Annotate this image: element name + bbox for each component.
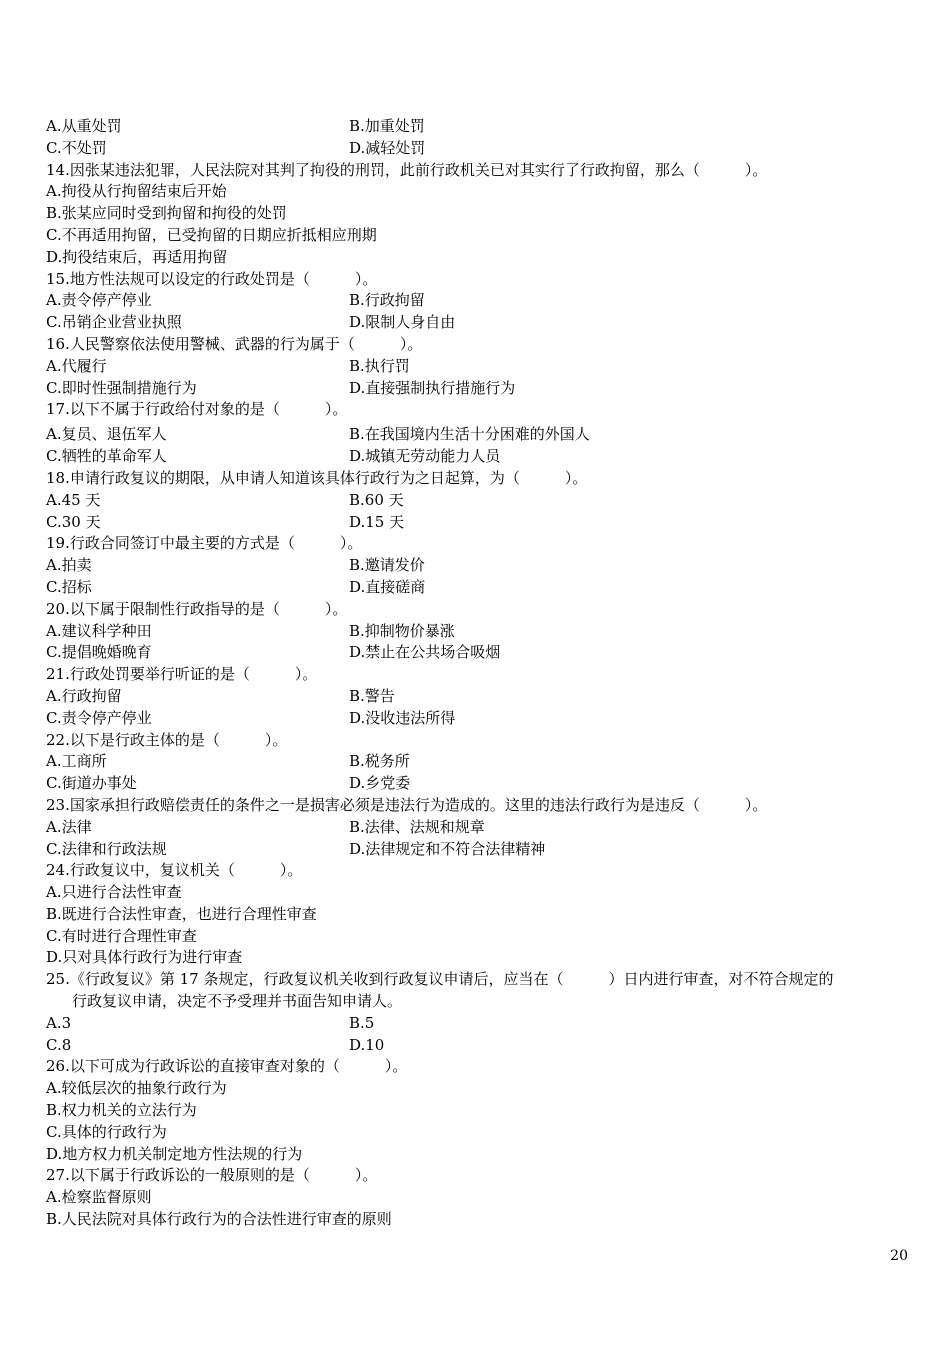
options-row	[46, 312, 916, 334]
options-row	[46, 1035, 916, 1057]
option-b: B.人民法院对具体行政行为的合法性进行审查的原则	[46, 1210, 392, 1229]
option-d: D.没收违法所得	[349, 708, 456, 727]
option-d: D.15 天	[349, 512, 405, 531]
question-25-stem-continued: 行政复议申请，决定不予受理并书面告知申请人。	[72, 992, 403, 1011]
option-c: C.30 天	[46, 512, 101, 531]
question-15-stem: 15.地方性法规可以设定的行政处罚是（ ）。	[46, 269, 378, 288]
question-17-stem: 17.以下不属于行政给付对象的是（ ）。	[46, 400, 348, 419]
option-d: D.直接强制执行措施行为	[349, 378, 516, 397]
question-26-stem: 26.以下可成为行政诉讼的直接审查对象的（ ）。	[46, 1057, 408, 1076]
option-a: A.法律	[46, 817, 92, 836]
option-a: A.复员、退伍军人	[46, 425, 167, 444]
option-a: A.只进行合法性审查	[46, 883, 182, 902]
options-row	[46, 138, 916, 160]
option-a: A.3	[46, 1013, 72, 1032]
question-18-stem: 18.申请行政复议的期限，从申请人知道该具体行政行为之日起算，为（ ）。	[46, 468, 588, 487]
option-a: A.代履行	[46, 356, 107, 375]
options-row	[46, 356, 916, 378]
option-d: D.法律规定和不符合法律精神	[349, 839, 546, 858]
options-row	[46, 1013, 916, 1035]
options-row	[46, 424, 916, 446]
option-a: A.拘役从行拘留结束后开始	[46, 182, 227, 201]
option-a: A.工商所	[46, 752, 107, 771]
option-c: C.街道办事处	[46, 774, 137, 793]
option-c: C.吊销企业营业执照	[46, 313, 182, 332]
question-list	[46, 116, 916, 1231]
options-row	[46, 378, 916, 400]
option-b: B.5	[349, 1013, 375, 1032]
option-c: C.不处罚	[46, 138, 107, 157]
option-a: A.45 天	[46, 490, 101, 509]
option-b: B.警告	[349, 686, 395, 705]
option-c: C.8	[46, 1035, 72, 1054]
option-d: D.限制人身自由	[349, 313, 456, 332]
options-row	[46, 773, 916, 795]
option-d: D.减轻处罚	[349, 138, 426, 157]
option-a: A.行政拘留	[46, 686, 122, 705]
options-row	[46, 577, 916, 599]
option-c: C.牺牲的革命军人	[46, 447, 167, 466]
option-a: A.较低层次的抽象行政行为	[46, 1079, 227, 1098]
option-b: B.在我国境内生活十分困难的外国人	[349, 425, 590, 444]
option-b: B.法律、法规和规章	[349, 817, 485, 836]
option-c: C.招标	[46, 577, 92, 596]
option-b: B.行政拘留	[349, 291, 425, 310]
question-24-stem: 24.行政复议中，复议机关（ ）。	[46, 861, 303, 880]
option-d: D.拘役结束后，再适用拘留	[46, 247, 228, 266]
options-row	[46, 839, 916, 861]
question-19-stem: 19.行政合同签订中最主要的方式是（ ）。	[46, 534, 363, 553]
option-b: B.既进行合法性审查，也进行合理性审查	[46, 904, 317, 923]
option-d: D.乡党委	[349, 774, 411, 793]
options-row	[46, 817, 916, 839]
option-d: D.禁止在公共场合吸烟	[349, 643, 501, 662]
option-a: A.检察监督原则	[46, 1188, 152, 1207]
page-number: 20	[890, 1248, 908, 1264]
option-b: B.邀请发价	[349, 556, 425, 575]
option-c: C.具体的行政行为	[46, 1122, 167, 1141]
option-d: D.地方权力机关制定地方性法规的行为	[46, 1144, 303, 1163]
option-b: B.60 天	[349, 490, 404, 509]
option-c: C.责令停产停业	[46, 708, 152, 727]
options-row	[46, 708, 916, 730]
option-b: B.张某应同时受到拘留和拘役的处罚	[46, 204, 287, 223]
options-row	[46, 751, 916, 773]
option-c: C.即时性强制措施行为	[46, 378, 197, 397]
option-d: D.城镇无劳动能力人员	[349, 447, 501, 466]
options-row	[46, 290, 916, 312]
option-b: B.抑制物价暴涨	[349, 621, 455, 640]
question-20-stem: 20.以下属于限制性行政指导的是（ ）。	[46, 599, 348, 618]
question-22-stem: 22.以下是行政主体的是（ ）。	[46, 730, 288, 749]
question-27-stem: 27.以下属于行政诉讼的一般原则的是（ ）。	[46, 1166, 378, 1185]
options-row	[46, 116, 916, 138]
option-a: A.拍卖	[46, 556, 92, 575]
options-row	[46, 686, 916, 708]
option-a: A.责令停产停业	[46, 291, 152, 310]
option-c: C.有时进行合理性审查	[46, 926, 197, 945]
option-a: A.建议科学种田	[46, 621, 152, 640]
option-d: D.10	[349, 1035, 385, 1054]
option-d: D.只对具体行政行为进行审查	[46, 948, 243, 967]
option-b: B.权力机关的立法行为	[46, 1101, 197, 1120]
option-c: C.提倡晚婚晚育	[46, 643, 152, 662]
option-b: B.加重处罚	[349, 117, 425, 135]
option-b: B.税务所	[349, 752, 410, 771]
option-c: C.法律和行政法规	[46, 839, 167, 858]
question-21-stem: 21.行政处罚要举行听证的是（ ）。	[46, 665, 318, 684]
question-23-stem: 23.国家承担行政赔偿责任的条件之一是损害必须是违法行为造成的。这里的违法行政行为是违反（ ）。	[46, 795, 768, 814]
options-row	[46, 490, 916, 512]
question-14-stem: 14.因张某违法犯罪，人民法院对其判了拘役的刑罚，此前行政机关已对其实行了行政拘留，那么（ ）。	[46, 160, 768, 179]
question-16-stem: 16.人民警察依法使用警械、武器的行为属于（ ）。	[46, 334, 423, 353]
options-row	[46, 621, 916, 643]
options-row	[46, 642, 916, 664]
option-a: A.从重处罚	[46, 117, 122, 135]
options-row	[46, 446, 916, 468]
option-c: C.不再适用拘留，已受拘留的日期应折抵相应刑期	[46, 225, 377, 244]
question-25-stem: 25.《行政复议》第 17 条规定，行政复议机关收到行政复议申请后，应当在（ ）日内进行审查，对不符合规定的	[46, 970, 834, 989]
options-row	[46, 512, 916, 534]
option-b: B.执行罚	[349, 356, 410, 375]
option-d: D.直接磋商	[349, 577, 426, 596]
options-row	[46, 555, 916, 577]
